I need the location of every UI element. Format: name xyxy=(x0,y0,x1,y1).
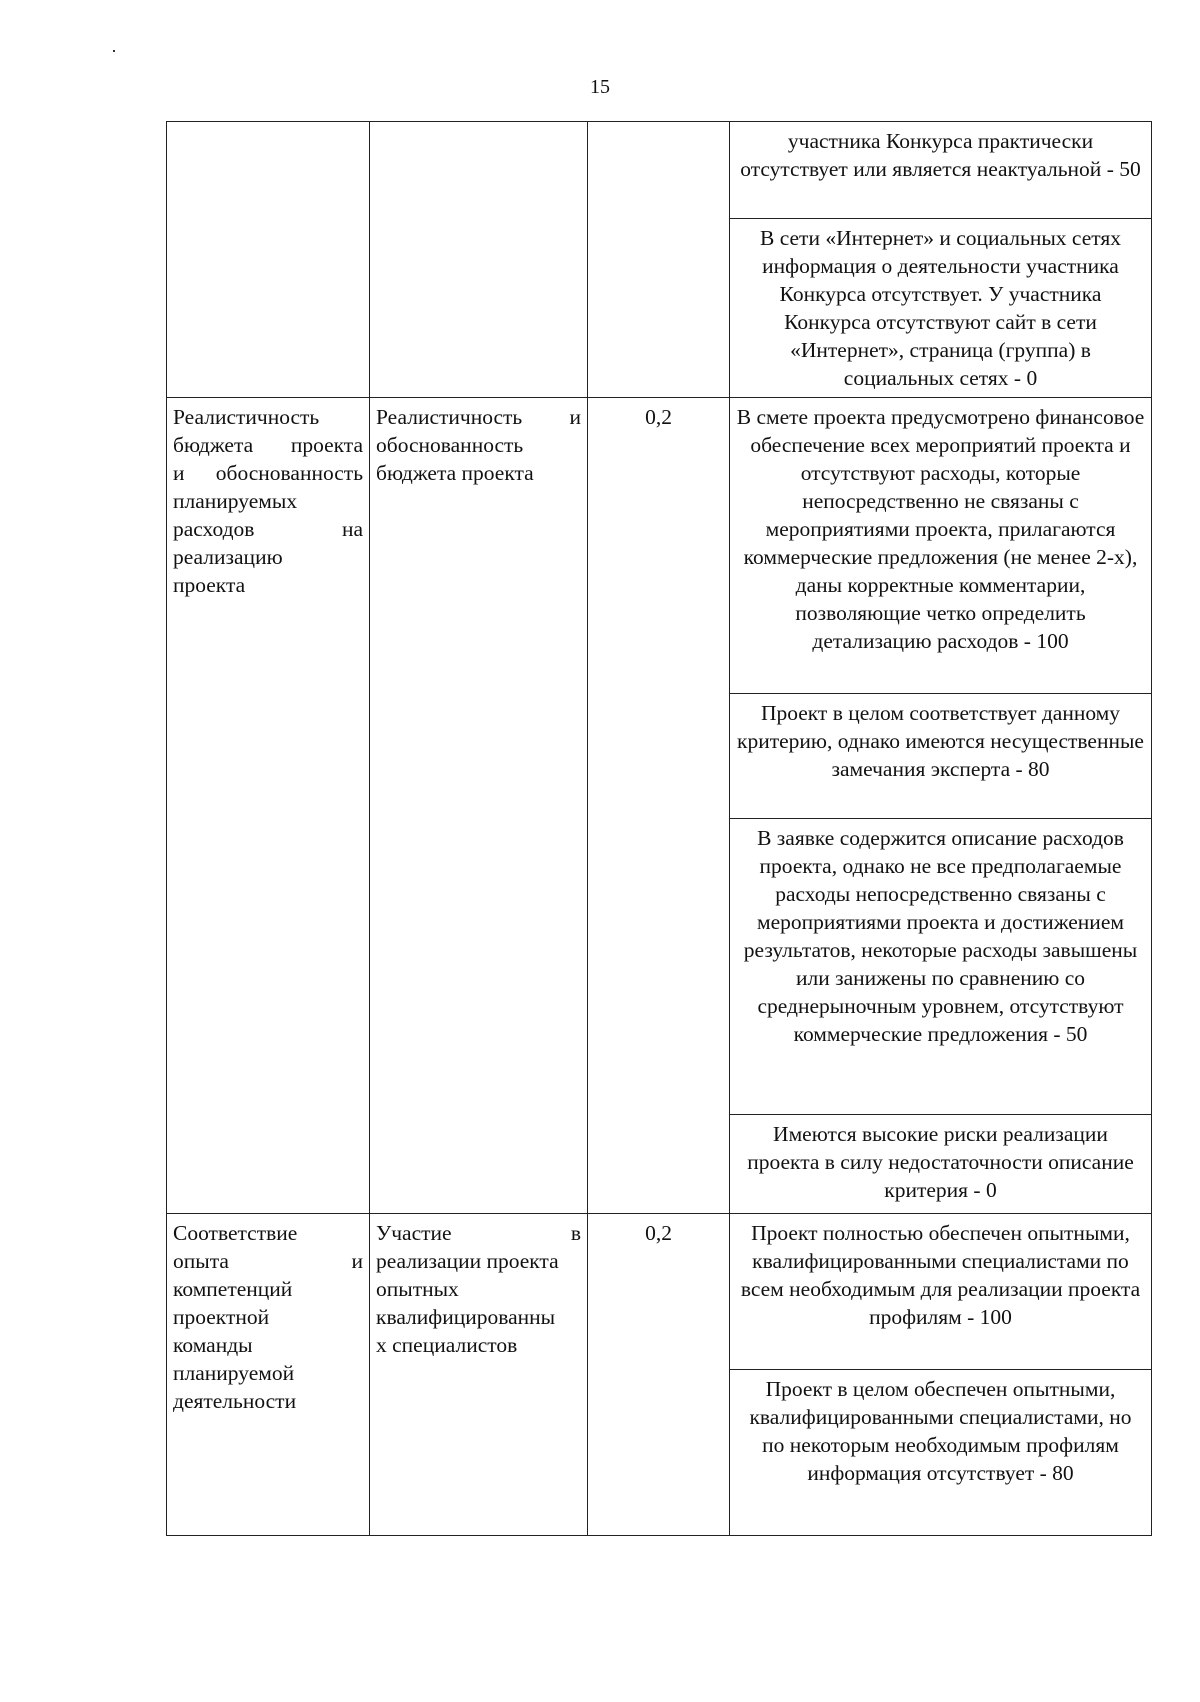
criterion-cell xyxy=(167,1214,370,1536)
criterion-line: Реалистичность xyxy=(173,405,320,429)
indicator-line: Участие в xyxy=(376,1221,581,1245)
scan-speck xyxy=(113,50,115,52)
indicator-line: бюджета проекта xyxy=(376,461,534,485)
indicator-cell-empty xyxy=(370,122,588,398)
level-description: Имеются высокие риски реализации проекта в силу недостаточности описание критерия - 0 xyxy=(730,1115,1152,1214)
indicator-cell xyxy=(370,1214,588,1536)
indicator-line: обоснованность xyxy=(376,433,524,457)
table-row xyxy=(167,122,1152,219)
level-description: В заявке содержится описание расходов проекта, однако не все предполагаемые расходы непосредственно связаны с мероприятиями проекта и достижением результатов, некоторые расходы завышены или занижены по сравнению со среднерыночным уровнем, отсутствуют коммерческие предложения - 50 xyxy=(730,819,1152,1115)
criterion-line: проектной xyxy=(173,1305,270,1329)
criterion-line: и обоснованность xyxy=(173,461,363,485)
indicator-cell xyxy=(370,398,588,1214)
table-row xyxy=(167,1214,1152,1370)
criterion-line: проекта xyxy=(173,573,246,597)
criterion-line: расходов на xyxy=(173,517,363,541)
criterion-line: команды xyxy=(173,1333,253,1357)
indicator-line: квалифицированны xyxy=(376,1305,556,1329)
criterion-line: опыта и xyxy=(173,1249,363,1273)
criterion-line: Соответствие xyxy=(173,1221,298,1245)
level-description: В сети «Интернет» и социальных сетях информация о деятельности участника Конкурса отсутствует. У участника Конкурса отсутствуют сайт в сети «Интернет», страница (группа) в социальных сетях - 0 xyxy=(730,219,1152,398)
level-description: участника Конкурса практически отсутствует или является неактуальной - 50 xyxy=(730,122,1152,219)
level-description: Проект в целом соответствует данному критерию, однако имеются несущественные замечания эксперта - 80 xyxy=(730,694,1152,819)
weight-cell-empty xyxy=(588,122,730,398)
criterion-line: компетенций xyxy=(173,1277,293,1301)
indicator-line: х специалистов xyxy=(376,1333,518,1357)
criterion-line: планируемой xyxy=(173,1361,295,1385)
criterion-line: деятельности xyxy=(173,1389,297,1413)
criterion-line: бюджета проекта xyxy=(173,433,363,457)
criterion-cell-empty xyxy=(167,122,370,398)
criterion-line: планируемых xyxy=(173,489,298,513)
weight-value: 0,2 xyxy=(588,1214,730,1536)
level-description: В смете проекта предусмотрено финансовое обеспечение всех мероприятий проекта и отсутствуют расходы, которые непосредственно не связаны с мероприятиями проекта, прилагаются коммерческие предложения (не менее 2-х), даны корректные комментарии, позволяющие четко определить детализацию расходов - 100 xyxy=(730,398,1152,694)
indicator-line: реализации проекта xyxy=(376,1249,559,1273)
table-row xyxy=(167,398,1152,694)
indicator-line: Реалистичность и xyxy=(376,405,581,429)
page-number: 15 xyxy=(590,76,610,98)
indicator-line: опытных xyxy=(376,1277,459,1301)
criterion-cell xyxy=(167,398,370,1214)
evaluation-criteria-table xyxy=(166,121,1152,1536)
level-description: Проект в целом обеспечен опытными, квалифицированными специалистами, но по некоторым необходимым профилям информация отсутствует - 80 xyxy=(730,1370,1152,1536)
weight-value: 0,2 xyxy=(588,398,730,1214)
criterion-line: реализацию xyxy=(173,545,283,569)
level-description: Проект полностью обеспечен опытными, квалифицированными специалистами по всем необходимым для реализации проекта профилям - 100 xyxy=(730,1214,1152,1370)
